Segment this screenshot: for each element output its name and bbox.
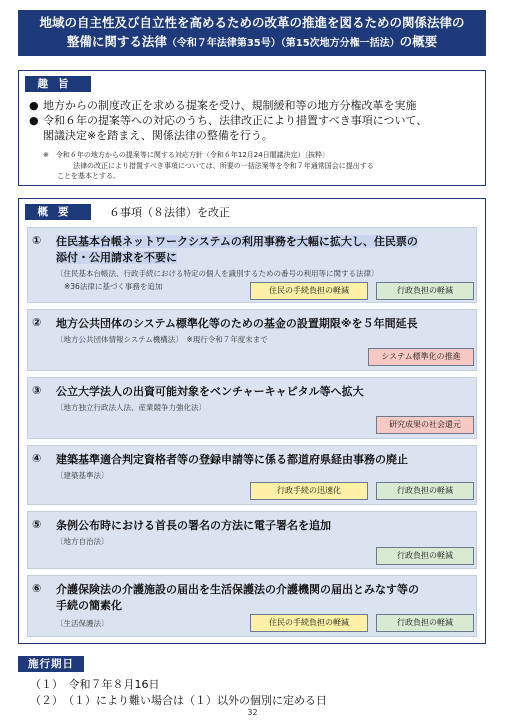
bullet-item: [29, 113, 479, 128]
bullet-text: 地方からの制度改正を求める提案を受け、規制緩和等の地方分権改革を実施: [43, 99, 417, 112]
bullet-item: [29, 98, 479, 113]
item-title: 地方公共団体のシステム標準化等のための基金の設置期限※を５年間延長: [56, 317, 418, 330]
item-law-note: ※36法律に基づく事務を追加: [64, 282, 163, 291]
purpose-section: [18, 70, 486, 186]
note-line: ことを基本とする。: [57, 172, 120, 180]
benefit-badge: 行政負担の軽減: [376, 282, 474, 300]
page-number: 32: [247, 708, 258, 717]
effective-date-tag: 施行期日: [18, 656, 84, 672]
benefit-badge: 行政負担の軽減: [376, 614, 474, 632]
overview-item-5: [27, 511, 477, 569]
bullet-icon: ●: [29, 99, 39, 112]
item-law: 〔建築基準法〕: [56, 471, 109, 480]
item-title-line: 添付・公用請求を不要に: [56, 251, 177, 264]
effective-date-line: （２） （１）により難い場合は（１）以外の個別に定める日: [30, 694, 327, 707]
item-law: 〔地方独立行政法人法、産業競争力強化法〕: [56, 403, 206, 412]
note-line: 法律の改正により措置すべき事項については、所要の一括法案等を令和７年通常国会に提出する: [73, 161, 374, 170]
overview-item-3: [27, 377, 477, 439]
item-number: ④: [32, 452, 42, 465]
purpose-tag: 趣旨: [25, 76, 91, 92]
item-title-line: 手続の簡素化: [56, 599, 122, 612]
overview-tag: 概要: [25, 204, 91, 220]
title-end: の概要: [399, 34, 438, 49]
item-title: [56, 582, 471, 614]
overview-section: [18, 198, 486, 644]
benefit-badge: 住民の手続負担の軽減: [250, 614, 368, 632]
item-title-line: 住民基本台帳ネットワークシステムの利用事務を大幅に拡大し、住民票の: [56, 235, 418, 248]
benefit-badge: 行政負担の軽減: [376, 547, 474, 565]
item-law: 〔地方自治法〕: [56, 537, 109, 546]
effective-date-line: （１） 令和７年８月16日: [30, 678, 160, 691]
bullet-text-continued: 閣議決定※を踏まえ、関係法律の整備を行う。: [43, 129, 273, 142]
item-number: ③: [32, 384, 42, 397]
item-number: ②: [32, 316, 42, 329]
item-number: ⑥: [32, 582, 42, 595]
title-line-2: [18, 32, 486, 53]
note-line: ※ 令和６年の地方からの提案等に関する対応方針（令和６年12月24日閣議決定）〔抜粋〕: [43, 151, 330, 159]
item-law: 〔生活保護法〕: [56, 619, 109, 628]
purpose-note: [43, 150, 483, 182]
title-line-1: 地域の自主性及び自立性を高めるための改革の推進を図るための関係法律の: [39, 15, 465, 30]
overview-item-4: [27, 445, 477, 505]
benefit-badge: 研究成果の社会還元: [376, 416, 474, 434]
bullet-icon: ●: [29, 114, 39, 127]
item-title: [56, 234, 471, 266]
item-title: 条例公布時における首長の署名の方法に電子署名を追加: [56, 519, 331, 532]
overview-heading: ６事項（８法律）を改正: [109, 206, 230, 219]
benefit-badge: 行政負担の軽減: [376, 482, 474, 500]
benefit-badge: 行政手続の迅速化: [250, 482, 368, 500]
bullet-text: 令和６年の提案等への対応のうち、法律改正により措置すべき事項について、: [43, 114, 428, 127]
overview-item-1: [27, 227, 477, 303]
item-number: ⑤: [32, 518, 42, 531]
overview-item-6: [27, 575, 477, 637]
item-law: 〔住民基本台帳法、行政手続における特定の個人を識別するための番号の利用等に関する法律〕: [56, 269, 379, 278]
item-law: 〔地方公共団体情報システム機構法〕 ※現行令和７年度末まで: [56, 335, 268, 344]
item-title: 建築基準適合判定資格者等の登録申請等に係る都道府県経由事務の廃止: [56, 453, 408, 466]
item-title: 公立大学法人の出資可能対象をベンチャーキャピタル等へ拡大: [56, 385, 364, 398]
item-title-line: 介護保険法の介護施設の届出を生活保護法の介護機関の届出とみなす等の: [56, 583, 419, 596]
item-number: ①: [32, 234, 42, 247]
title-law-number: （令和７年法律第35号）（第15次地方分権一括法）: [166, 38, 400, 49]
benefit-badge: システム標準化の推進: [368, 348, 474, 366]
title-main: 整備に関する法律: [66, 34, 167, 49]
document-title: [18, 10, 486, 56]
benefit-badge: 住民の手続負担の軽減: [250, 282, 368, 300]
overview-item-2: [27, 309, 477, 371]
purpose-bullets: [29, 98, 479, 143]
